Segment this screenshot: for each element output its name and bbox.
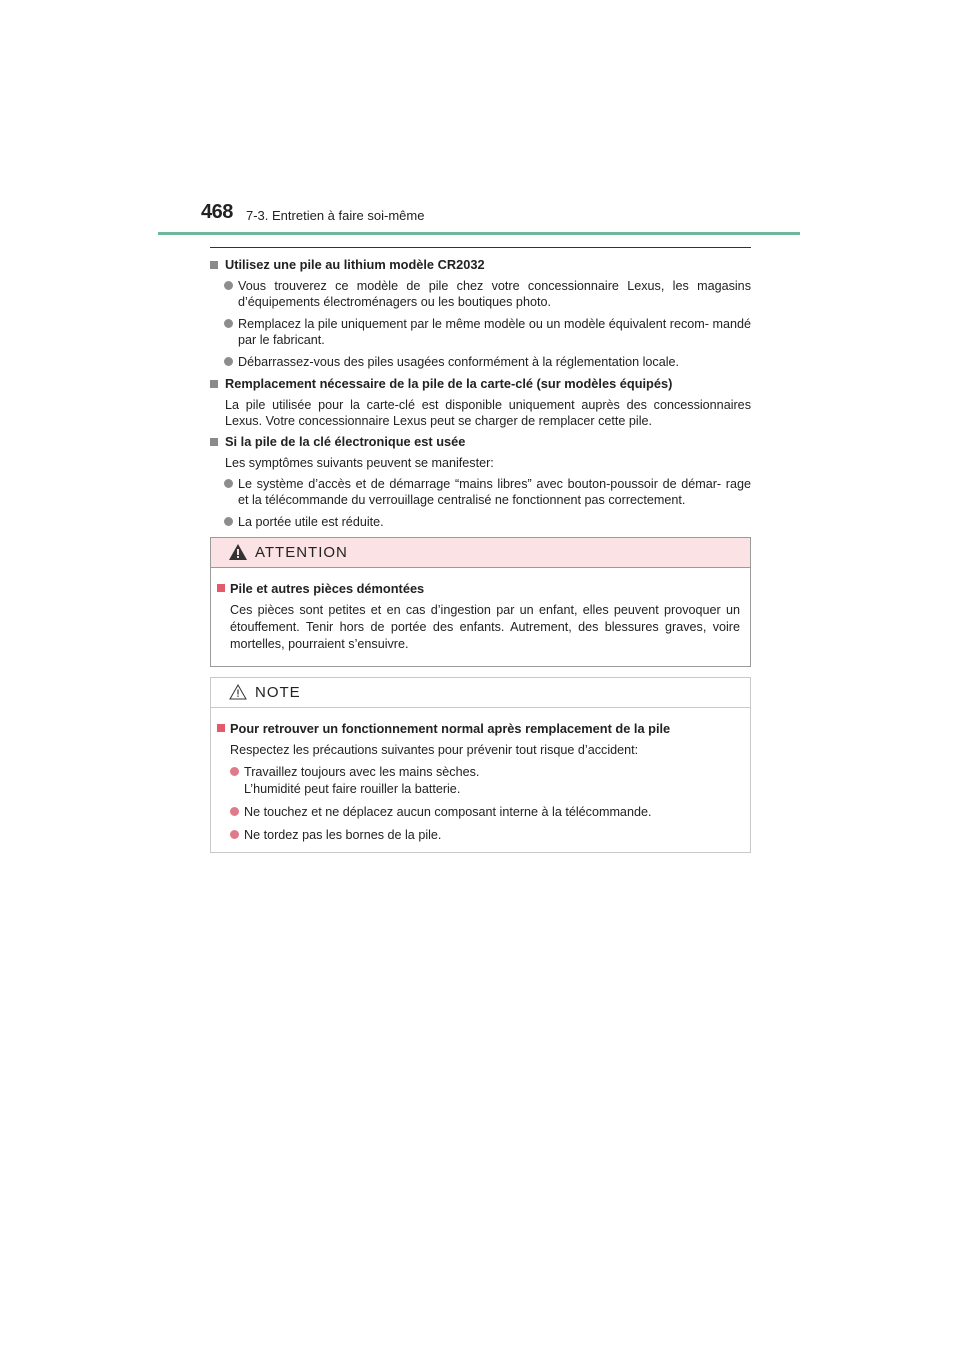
header-rule (158, 232, 800, 235)
warning-icon (229, 544, 247, 560)
main-content (210, 257, 751, 536)
content-top-rule (210, 247, 751, 248)
square-bullet-icon (210, 261, 218, 269)
square-bullet-icon (210, 438, 218, 446)
page-number: 468 (201, 201, 233, 223)
paragraph: La pile utilisée pour la carte-clé est disponible uniquement auprès des concessionnaires Lexus. Votre concessionnaire Lexus peut se charger de remplacer cette pile. (225, 398, 751, 428)
caution-icon (229, 684, 247, 700)
note-intro: Respectez les précautions suivantes pour prévenir tout risque d’accident: (230, 743, 639, 757)
attention-box (210, 537, 751, 667)
heading-card-key-battery: Remplacement nécessaire de la pile de la carte-clé (sur modèles équipés) (210, 376, 751, 392)
section-title: 7-3. Entretien à faire soi-même (246, 208, 425, 223)
list-item: Ne tordez pas les bornes de la pile. (217, 827, 740, 844)
list-item: Le système d’accès et de démarrage “mains libres” avec bouton-poussoir de démar- rage et la télécommande du verrouillage centralisé ne fonctionnent pas correctement. (210, 476, 751, 508)
round-bullet-icon (230, 807, 239, 816)
round-bullet-icon (224, 479, 233, 488)
list-item: Débarrassez-vous des piles usagées conformément à la réglementation locale. (210, 354, 751, 370)
square-bullet-icon (210, 380, 218, 388)
round-bullet-icon (224, 517, 233, 526)
round-bullet-icon (224, 319, 233, 328)
round-bullet-icon (230, 767, 239, 776)
note-header (211, 678, 750, 708)
page-header (0, 0, 960, 240)
note-body (211, 708, 750, 844)
attention-header (211, 538, 750, 568)
attention-body (211, 568, 750, 653)
attention-heading: Pile et autres pièces démontées (217, 580, 740, 597)
note-heading: Pour retrouver un fonctionnement normal après remplacement de la pile (217, 720, 740, 737)
list-item: Vous trouverez ce modèle de pile chez votre concessionnaire Lexus, les magasins d’équipements électroménagers ou les boutiques photo. (210, 278, 751, 310)
note-box (210, 677, 751, 853)
round-bullet-icon (224, 281, 233, 290)
list-item: Remplacez la pile uniquement par le même modèle ou un modèle équivalent recom- mandé par le fabricant. (210, 316, 751, 348)
note-label: NOTE (255, 684, 301, 701)
attention-text: Ces pièces sont petites et en cas d’ingestion par un enfant, elles peuvent provoquer un étouffement. Tenir hors de portée des enfants. Autrement, des blessures graves, voire mortelles, pourraient s’ensuivre. (230, 603, 740, 651)
list-item: Ne touchez et ne déplacez aucun composant interne à la télécommande. (217, 804, 740, 821)
paragraph: Les symptômes suivants peuvent se manifester: (225, 456, 494, 470)
list-item: La portée utile est réduite. (210, 514, 751, 530)
round-bullet-icon (224, 357, 233, 366)
list-item: Travaillez toujours avec les mains sèches. L’humidité peut faire rouiller la batterie. (217, 764, 740, 798)
heading-key-battery-worn: Si la pile de la clé électronique est usée (210, 434, 751, 450)
heading-battery-model: Utilisez une pile au lithium modèle CR2032 (210, 257, 751, 273)
round-bullet-icon (230, 830, 239, 839)
square-bullet-icon (217, 724, 225, 732)
square-bullet-icon (217, 584, 225, 592)
attention-label: ATTENTION (255, 544, 348, 561)
